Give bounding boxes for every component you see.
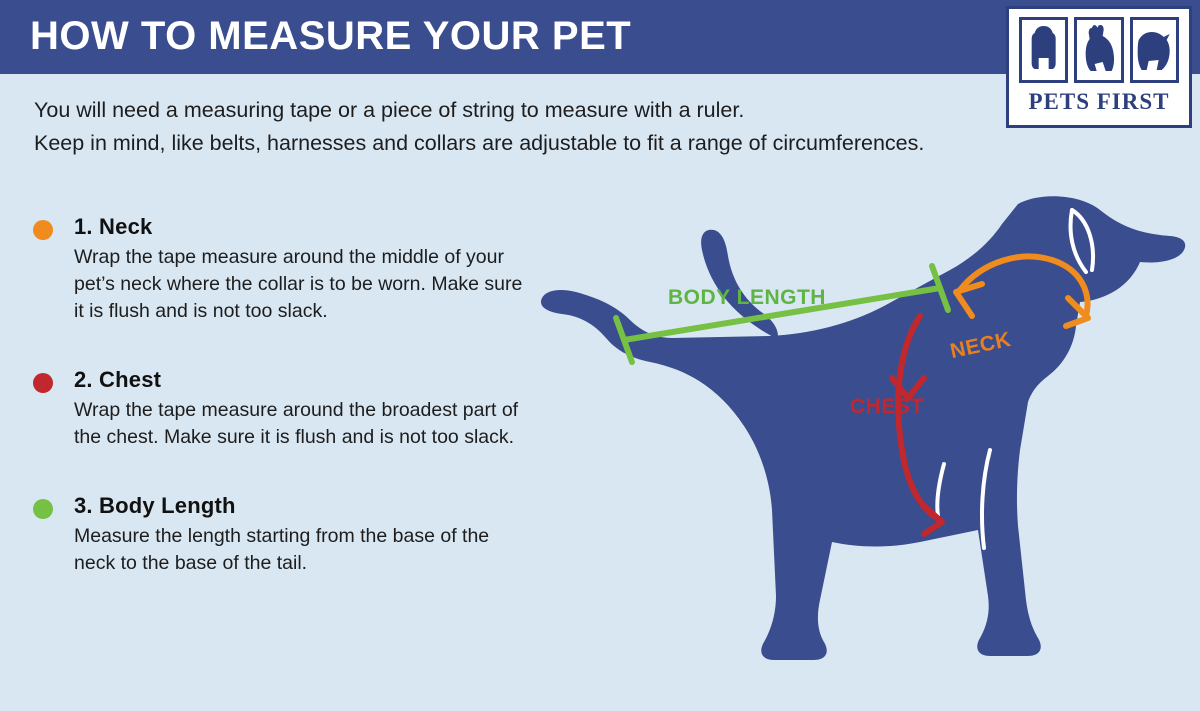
step-bullet-icon — [33, 499, 53, 519]
logo-wordmark: PETS FIRST — [1028, 89, 1170, 114]
step-bullet-icon — [33, 373, 53, 393]
page-title: HOW TO MEASURE YOUR PET — [30, 14, 632, 58]
neck-label: NECK — [948, 327, 1014, 364]
dog-measurement-diagram — [520, 150, 1200, 710]
step-title: 1. Neck — [74, 214, 153, 239]
step-description: Wrap the tape measure around the middle of your pet’s neck where the collar is to be worn. Make sure it is flush and is not too slack. — [74, 246, 523, 322]
steps-list — [28, 214, 528, 619]
step-item-neck — [28, 214, 528, 325]
chest-label: CHEST — [850, 395, 924, 418]
logo-panels — [1019, 17, 1179, 83]
step-description: Wrap the tape measure around the broadest part of the chest. Make sure it is flush and is not too slack. — [74, 399, 519, 448]
step-item-chest — [28, 367, 528, 451]
step-title: 2. Chest — [74, 367, 162, 392]
dog-standing-silhouette-icon — [1130, 17, 1179, 83]
intro-line-2: Keep in mind, like belts, harnesses and collars are adjustable to fit a range of circumferences. — [34, 131, 925, 155]
dog-silhouette-icon — [1019, 17, 1068, 83]
dog-silhouette-icon — [541, 196, 1185, 660]
dog-sitting-silhouette-icon — [1074, 17, 1123, 83]
step-item-body-length — [28, 493, 528, 577]
step-bullet-icon — [33, 220, 53, 240]
brand-logo — [1006, 6, 1192, 128]
step-title: 3. Body Length — [74, 493, 236, 518]
intro-line-1: You will need a measuring tape or a piece of string to measure with a ruler. — [34, 98, 745, 122]
body-length-label: BODY LENGTH — [668, 286, 826, 309]
step-description: Measure the length starting from the base of the neck to the base of the tail. — [74, 525, 490, 574]
